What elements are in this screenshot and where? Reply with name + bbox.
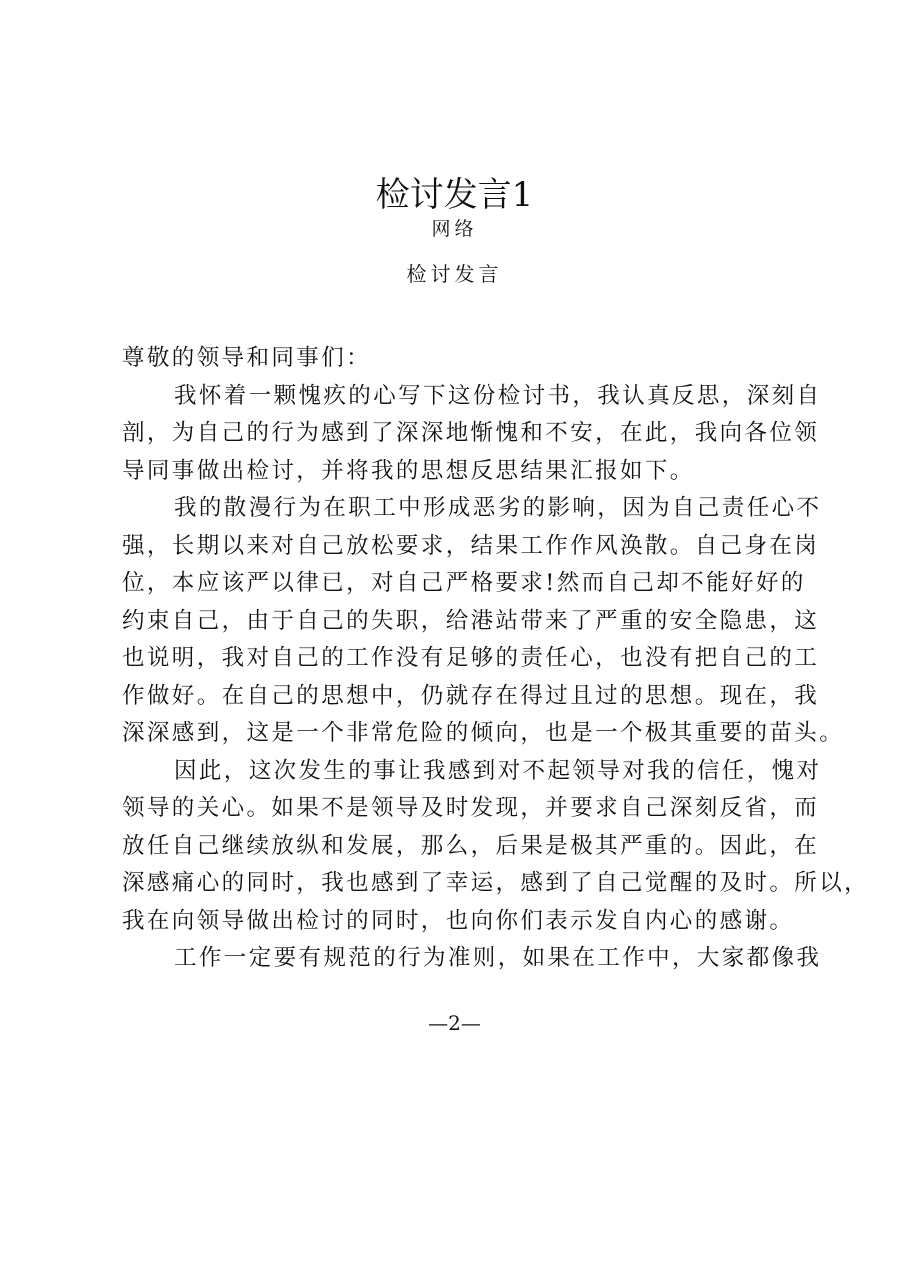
paragraph-line: 因此，这次发生的事让我感到对不起领导对我的信任，愧对 [174, 757, 822, 784]
paragraph-line: 放任自己继续放纵和发展，那么，后果是极其严重的。因此，在 [122, 832, 820, 859]
document-subtitle: 检讨发言 [406, 262, 503, 286]
paragraph-line: 我在向领导做出检讨的同时，也向你们表示发自内心的感谢。 [122, 907, 795, 934]
paragraph-line: 深感痛心的同时，我也感到了幸运，感到了自己觉醒的及时。所以， [122, 870, 870, 896]
paragraph-line: 领导的关心。如果不是领导及时发现，并要求自己深刻反省，而 [122, 795, 820, 821]
paragraph-line: 我怀着一颗愧疚的心写下这份检讨书，我认真反思，深刻自 [174, 382, 822, 409]
paragraph-line: 我的散漫行为在职工中形成恶劣的影响，因为自己责任心不 [174, 495, 822, 521]
paragraph-line: 剖，为自己的行为感到了深深地惭愧和不安，在此，我向各位领 [122, 420, 820, 446]
salutation: 尊敬的领导和同事们： [122, 345, 372, 371]
paragraph-line: 约束自己，由于自己的失职，给港站带来了严重的安全隐患，这 [122, 607, 820, 634]
paragraph-line: 导同事做出检讨，并将我的思想反思结果汇报如下。 [122, 457, 695, 484]
page-number: —2— [428, 1011, 481, 1035]
paragraph-line: 强，长期以来对自己放松要求，结果工作作风涣散。自己身在岗 [122, 532, 820, 559]
document-source: 网络 [431, 218, 478, 240]
paragraph-line: 作做好。在自己的思想中，仍就存在得过且过的思想。现在，我 [122, 682, 820, 709]
document-title: 检讨发言1 [375, 175, 534, 215]
document-body [122, 340, 870, 978]
paragraph-line: 也说明，我对自己的工作没有足够的责任心，也没有把自己的工 [122, 645, 820, 671]
paragraph-line: 工作一定要有规范的行为准则，如果在工作中，大家都像我 [174, 945, 822, 971]
paragraph-line: 位，本应该严以律已，对自己严格要求!然而自己却不能好好的 [122, 570, 806, 596]
paragraph-line: 深深感到，这是一个非常危险的倾向，也是一个极其重要的苗头。 [122, 720, 845, 746]
